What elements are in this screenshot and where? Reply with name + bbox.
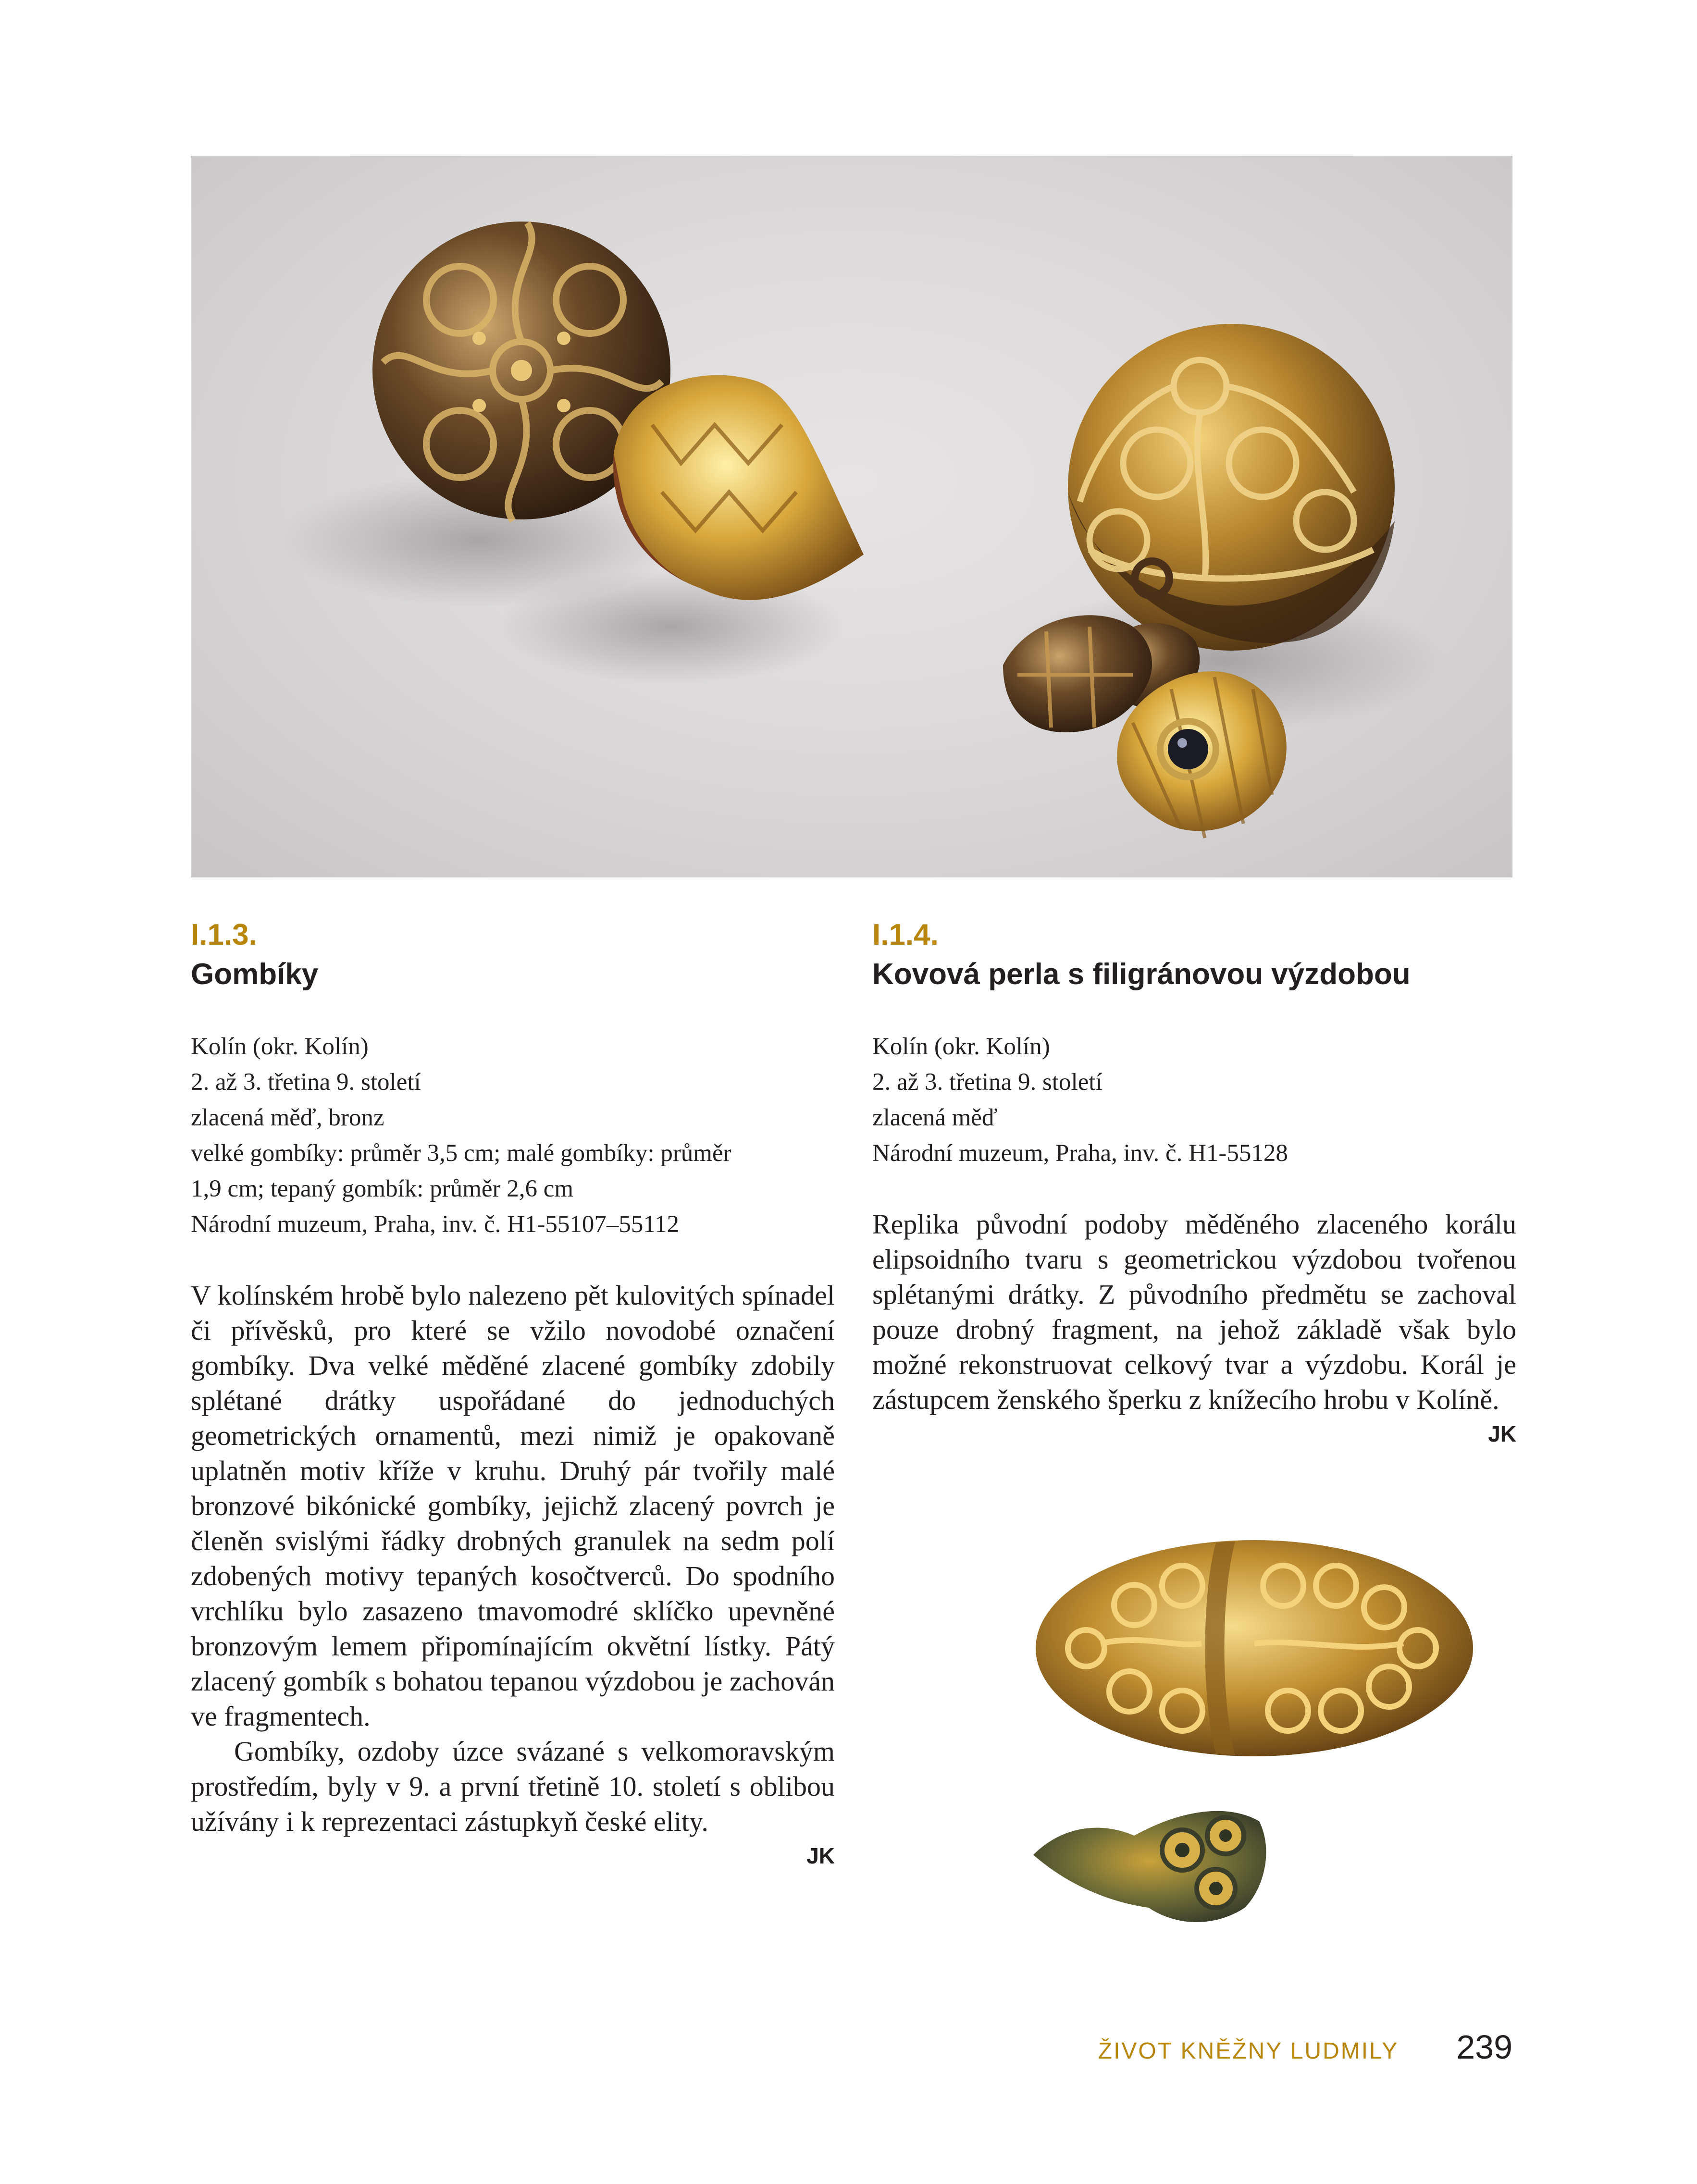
entry-title: Kovová perla s filigránovou výzdobou — [872, 958, 1411, 991]
entry-paragraph: Gombíky, ozdoby úzce svázané s velkomoravským prostředím, byly v 9. a první třetině 10. století s oblibou užívány i k reprezentaci zástupkyň české elity. — [191, 1736, 835, 1837]
author-initials: JK — [806, 1843, 835, 1868]
bead-fragment — [1033, 1811, 1266, 1922]
catalogue-number: I.1.3. — [191, 918, 257, 951]
meta-locality: Kolín (okr. Kolín) — [191, 1033, 369, 1060]
bead-replica — [1036, 1540, 1473, 1756]
page-number: 239 — [1456, 2028, 1512, 2066]
running-title: ŽIVOT KNĚŽNY LUDMILY — [1098, 2038, 1399, 2064]
meta-locality: Kolín (okr. Kolín) — [872, 1033, 1050, 1060]
entry-paragraph: V kolínském hrobě bylo nalezeno pět kulovitých spínadel či přívěsků, pro které se vžilo novodobé označení gombíky. Dva velké měděné zlacené gombíky zdobily splétané drátky uspořádané do jednoduchých geometrických ornamentů, mezi nimiž je opakovaně uplatněn motiv kříže v kruhu. Druhý pár tvořily malé bronzové bikónické gombíky, jejichž zlacený povrch je členěn svislými řádky drobných granulek na sedm polí zdobených motivy tepaných kosočtverců. Do spodního vrchlíku bylo zasazeno tmavomodré sklíčko upevněné bronzovým lemem připomínajícím okvětní lístky. Pátý zlacený gombík s bohatou tepanou výzdobou je zachován ve fragmentech. — [191, 1280, 835, 1732]
large-gombik-right — [1068, 324, 1395, 651]
entry-metadata — [191, 1029, 835, 1242]
perla-photo — [976, 1523, 1514, 1941]
gombiky-illustration — [191, 156, 1512, 877]
entry-perla — [872, 915, 1516, 1447]
entry-paragraph: Replika původní podoby měděného zlaceného korálu elipsoidního tvaru s geometrickou výzdobou tvořenou splétanými drátky. Z původního předmětu se zachoval pouze drobný fragment, na jehož základě však bylo možné rekonstruovat celkový tvar a výzdobu. Korál je zástupcem ženského šperku z knížecího hrobu v Kolíně. — [872, 1209, 1516, 1415]
catalogue-number: I.1.4. — [872, 918, 939, 951]
page-footer — [1098, 2028, 1512, 2066]
meta-dating: 2. až 3. třetina 9. století — [872, 1069, 1102, 1096]
perla-illustration — [976, 1523, 1514, 1941]
meta-dating: 2. až 3. třetina 9. století — [191, 1069, 421, 1096]
meta-dimensions-1: velké gombíky: průměr 3,5 cm; malé gombíky: průměr — [191, 1140, 731, 1167]
entry-metadata — [872, 1029, 1516, 1171]
entry-gombiky — [191, 915, 835, 1869]
meta-material: zlacená měď, bronz — [191, 1104, 384, 1131]
meta-collection: Národní muzeum, Praha, inv. č. H1-55107–55112 — [191, 1211, 680, 1238]
meta-dimensions-2: 1,9 cm; tepaný gombík: průměr 2,6 cm — [191, 1175, 574, 1202]
meta-material: zlacená měď — [872, 1104, 998, 1131]
entry-title: Gombíky — [191, 958, 319, 991]
author-initials: JK — [1488, 1421, 1516, 1446]
gombiky-photo — [191, 156, 1512, 877]
meta-collection: Národní muzeum, Praha, inv. č. H1-55128 — [872, 1140, 1288, 1167]
